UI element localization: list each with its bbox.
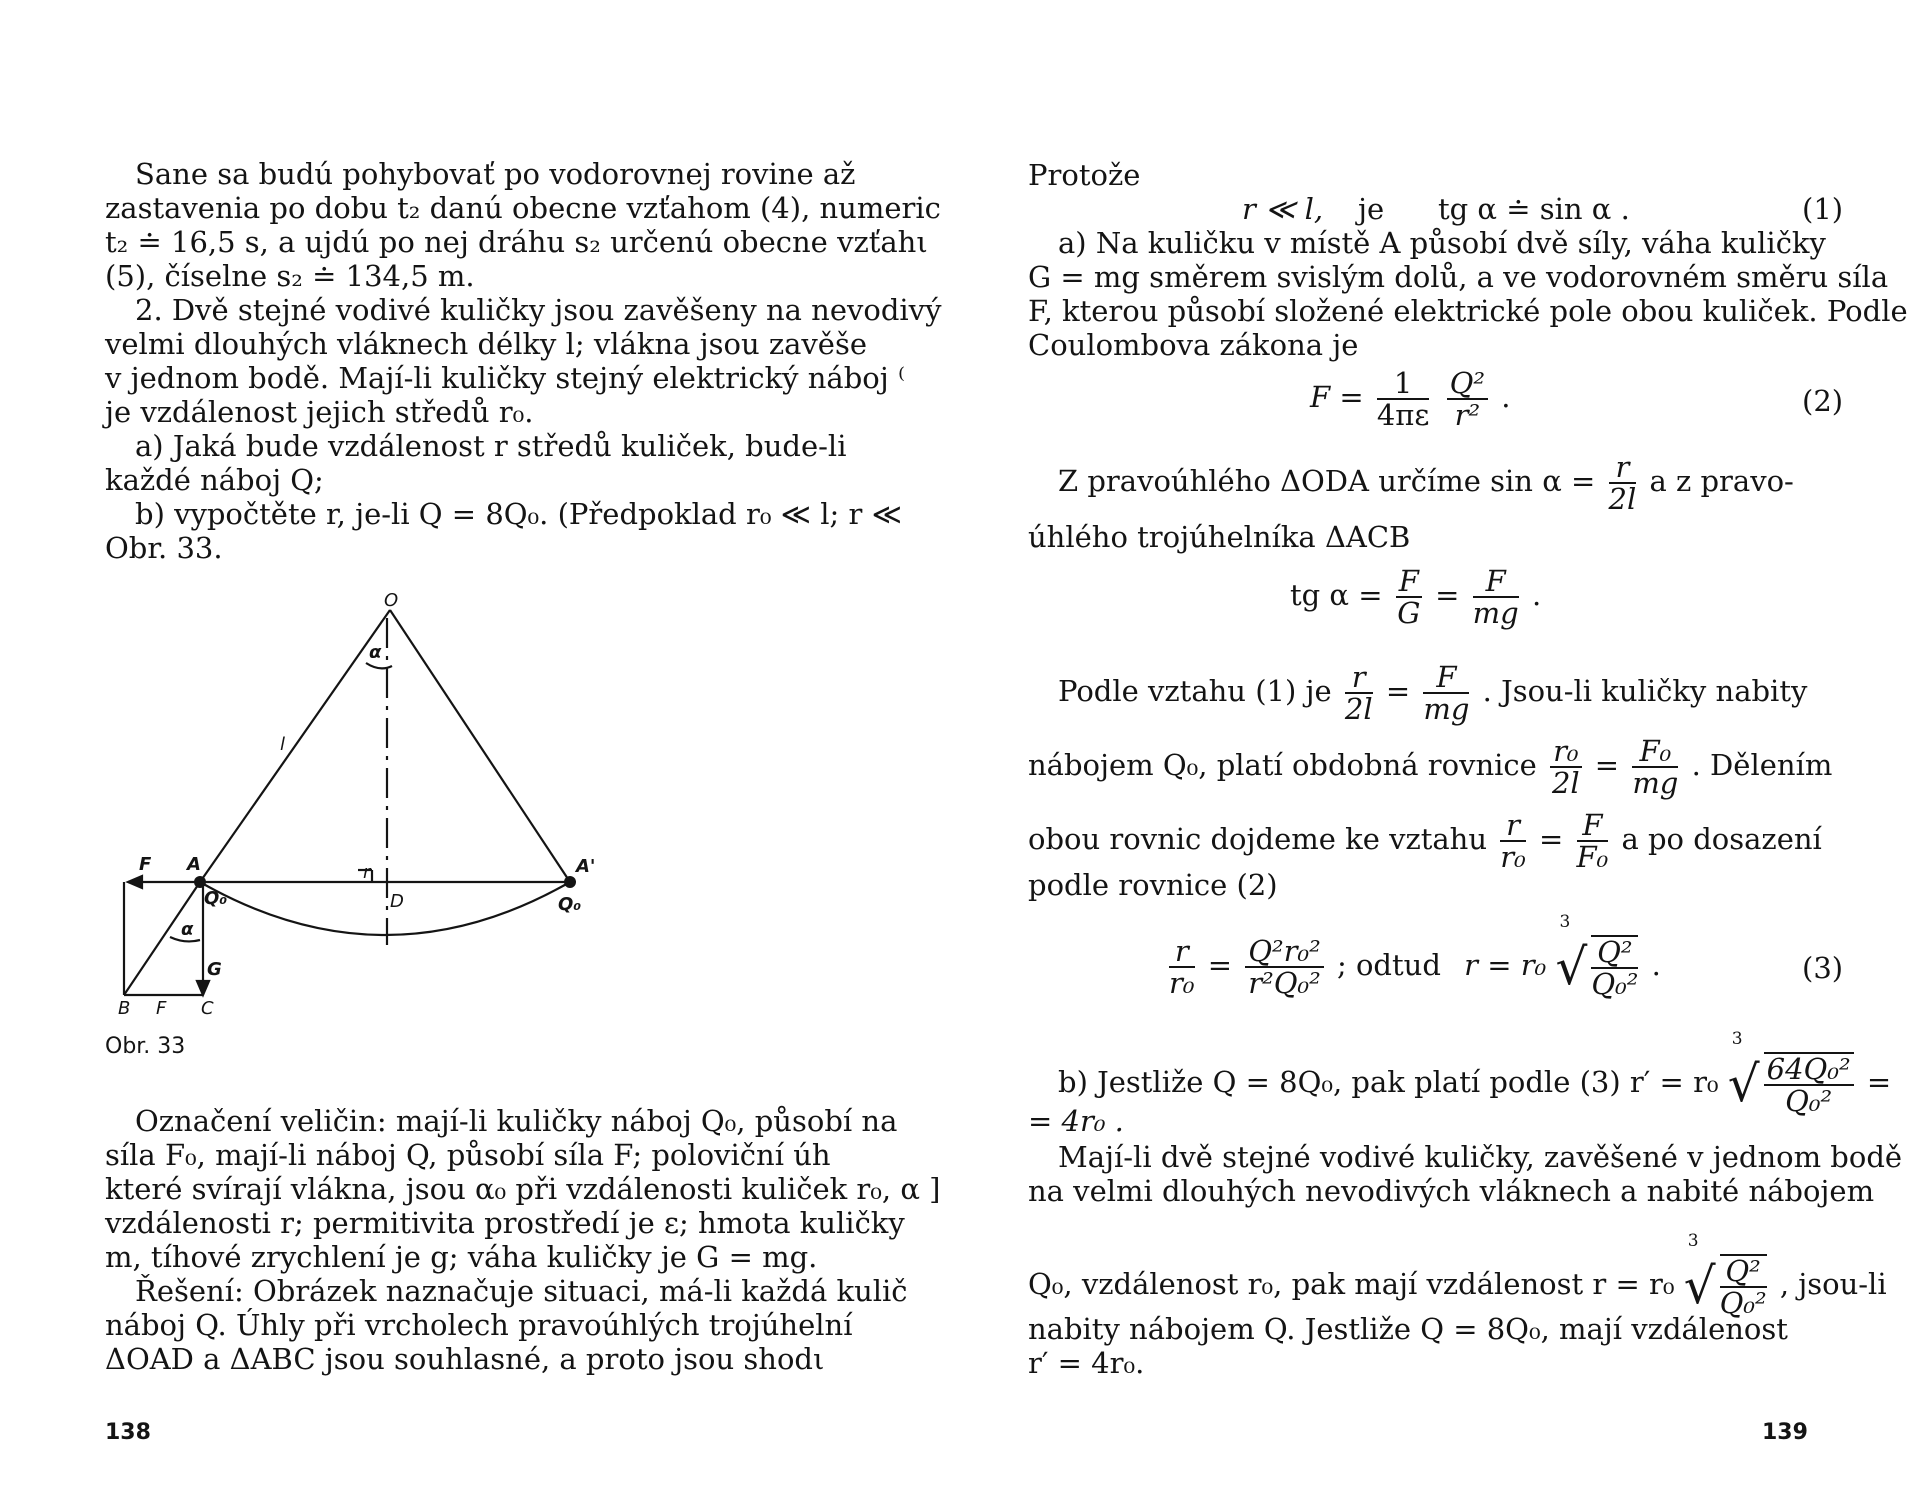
text-line: podle rovnice (2) [1028,868,1278,902]
text-line: nabity nábojem Q. Jestliže Q = 8Q₀, mají vzdálenost [1028,1312,1788,1346]
cube-root: 3 √ $\frac{\text{Q²}}{\text{Q₀²}}$ [1683,1231,1767,1320]
eq2-lhs: F = [1310,380,1364,414]
naboj-line: nábojem Q₀, platí obdobná rovnice $\frac{\text{r₀}}{2l}$ = $\frac{\text{F₀}}{mg}$ . Dělením [1028,734,1833,800]
page-number-left: 138 [105,1420,151,1445]
text-line: které svírají vlákna, jsou α₀ při vzdálenosti kuliček r₀, α ] [105,1172,941,1206]
label-a-prime: A' [576,856,596,877]
equation-2: F = $\frac{1}{4\pi\varepsilon}$ $\frac{\text{Q²}}{\text{r²}}$ . [1310,366,1511,432]
equation-3: $\frac{r}{\text{r₀}}$ = $\frac{\text{Q²r₀²}}{\text{r²Q₀²}}$ ; odtud r = r₀ 3 √ $\frac{\text{Q²}}{\text{Q₀²}}$ . [1169,912,1661,1001]
text-line: (5), číselne s₂ ≐ 134,5 m. [105,259,475,293]
label-r: r [363,862,371,883]
arc [200,882,570,935]
text-line: Coulombova zákona je [1028,328,1359,362]
text-line: m, tíhové zrychlení je g; váha kuličky je G = mg. [105,1240,818,1274]
text-line: Řešení: Obrázek naznačuje situaci, má-li každá kulič [135,1274,908,1308]
text-line: velmi dlouhých vláknech délky l; vlákna jsou zavěše [105,327,868,361]
text-line: Protože [1028,158,1141,192]
label-b: B [118,998,131,1019]
eq2-frac-1: $\frac{1}{4\pi\varepsilon}$ [1376,366,1430,432]
text-line: 2. Dvě stejné vodivé kuličky jsou zavěšeny na nevodivý [135,293,942,327]
label-f-bottom: F [156,998,167,1019]
ball-a [194,876,206,888]
text-line: Obr. 33. [105,531,223,565]
final-root-line: Q₀, vzdálenost r₀, pak mají vzdálenost r = r₀ 3 √ $\frac{\text{Q²}}{\text{Q₀²}}$ , jsou-li [1028,1231,1887,1320]
text-line: na velmi dlouhých nevodivých vláknech a nabité nábojem [1028,1174,1875,1208]
tg-equation: tg α = $\frac{F}{G}$ = $\frac{F}{mg}$ . [1290,564,1542,630]
label-c: C [201,998,214,1019]
text-line: náboj Q. Úhly při vrcholech pravoúhlých trojúhelní [105,1308,853,1342]
right-page [1020,0,1908,1500]
text-line: Označení veličin: mají-li kuličky náboj Q₀, působí na [135,1104,898,1138]
obou-line: obou rovnic dojdeme ke vztahu $\frac{r}{\text{r₀}}$ = $\frac{F}{\text{F₀}}$ a po dosazení [1028,808,1822,874]
eq1-left: r ≪ l, [1242,192,1324,226]
eq1-right: tg α ≐ sin α . [1438,192,1630,226]
b-line: b) Jestliže Q = 8Q₀, pak platí podle (3) r′ = r₀ 3 √ $\frac{\text{64Q₀²}}{\text{Q₀²}}$ = [1058,1029,1892,1118]
text-line: úhlého trojúhelníka ΔACB [1028,520,1411,554]
text-line: Sane sa budú pohybovať po vodorovnej rovine až [135,157,856,191]
text-line: v jednom bodě. Mají-li kuličky stejný elektrický náboj ⁽ [105,361,906,395]
text-line: F, kterou působí složené elektrické pole obou kuliček. Podle [1028,294,1908,328]
eq1-number: (1) [1802,192,1844,226]
label-g: G [207,959,222,980]
label-l: l [280,734,286,755]
alpha-arc-top [366,663,392,668]
text-line: každé náboj Q; [105,463,324,497]
label-d: D [390,891,404,912]
text-line: vzdálenosti r; permitivita prostředí je ε; hmota kuličky [105,1206,905,1240]
text-line: a) Na kuličku v místě A působí dvě síly, váha kuličky [1058,226,1826,260]
label-q0-left: Q₀ [204,888,228,909]
label-a: A [187,854,201,875]
text-line: je vzdálenost jejich středů r₀. [105,395,534,429]
thread-right [390,610,570,882]
podle-line: Podle vztahu (1) je $\frac{r}{2l}$ = $\frac{F}{mg}$ . Jsou-li kuličky nabity [1058,660,1808,726]
label-q0-right: Q₀ [558,894,582,915]
text-line: b) vypočtěte r, je-li Q = 8Q₀. (Předpoklad r₀ ≪ l; r ≪ [135,497,902,531]
text-line: Mají-li dvě stejné vodivé kuličky, zavěšené v jednom bodě [1058,1140,1903,1174]
text-line: ΔOAD a ΔABC jsou souhlasné, a proto jsou shodι [105,1342,825,1376]
ball-a-prime [564,876,576,888]
eq3-number: (3) [1802,951,1844,985]
b-result: = 4r₀ . [1028,1104,1124,1138]
eq1-je: je [1358,192,1385,226]
label-alpha-small: α [181,919,194,940]
left-page [0,0,942,1500]
cube-root: 3 √ $\frac{\text{Q²}}{\text{Q₀²}}$ [1555,912,1639,1001]
text-line: a) Jaká bude vzdálenost r středů kuliček, bude-li [135,429,847,463]
text-line: zastavenia po dobu t₂ danú obecne vzťahom (4), numeric [105,191,941,225]
figure-caption: Obr. 33 [105,1034,186,1059]
text-line: síla F₀, mají-li náboj Q, působí síla F; poloviční úh [105,1138,831,1172]
eq2-frac-2: $\frac{\text{Q²}}{\text{r²}}$ [1447,368,1488,430]
text-line: r′ = 4r₀. [1028,1346,1145,1380]
page-number-right: 139 [1762,1420,1808,1445]
thread-left [200,610,390,882]
text-line: G = mg směrem svislým dolů, a ve vodorovném směru síla [1028,260,1889,294]
text-line: t₂ ≐ 16,5 s, a ujdú po nej dráhu s₂ určenú obecne vzťahι [105,225,928,259]
cube-root: 3 √ $\frac{\text{64Q₀²}}{\text{Q₀²}}$ [1728,1052,1858,1116]
label-f-top: F [139,854,152,875]
z-line: Z pravoúhlého ΔODA určíme sin α = $\frac{r}{2l}$ a z pravo- [1058,450,1794,516]
label-o: O [384,590,399,611]
eq2-number: (2) [1802,384,1844,418]
label-alpha: α [369,642,382,663]
